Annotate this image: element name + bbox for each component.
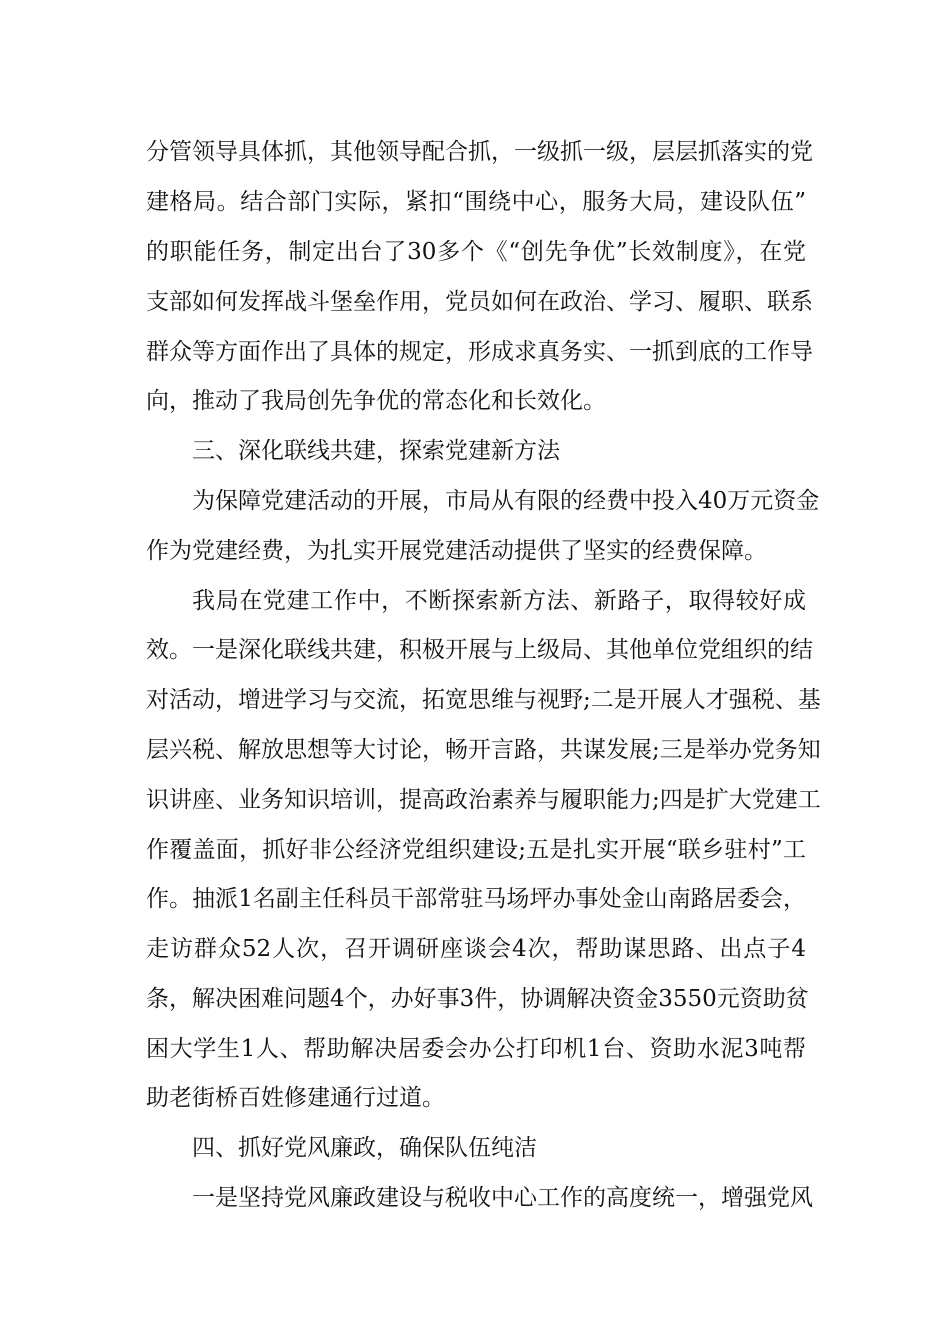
paragraph-line: 作。抽派1名副主任科员干部常驻马场坪办事处金山南路居委会， — [146, 886, 806, 912]
paragraph-line: 走访群众52人次，召开调研座谈会4次，帮助谋思路、出点子4 — [146, 936, 806, 962]
paragraph-line: 识讲座、业务知识培训，提高政治素养与履职能力;四是扩大党建工 — [146, 787, 821, 813]
section-heading: 四、抓好党风廉政，确保队伍纯洁 — [192, 1135, 537, 1161]
paragraph-line: 为保障党建活动的开展，市局从有限的经费中投入40万元资金 — [192, 488, 820, 514]
paragraph-line: 分管领导具体抓，其他领导配合抓，一级抓一级，层层抓落实的党 — [146, 139, 813, 165]
paragraph-line: 群众等方面作出了具体的规定，形成求真务实、一抓到底的工作导 — [146, 339, 813, 365]
paragraph-line: 向，推动了我局创先争优的常态化和长效化。 — [146, 388, 606, 414]
paragraph-line: 对活动，增进学习与交流，拓宽思维与视野;二是开展人才强税、基 — [146, 687, 821, 713]
paragraph-line: 条，解决困难问题4个，办好事3件，协调解决资金3550元资助贫 — [146, 986, 809, 1012]
section-heading: 三、深化联线共建，探索党建新方法 — [192, 438, 560, 464]
paragraph-line: 困大学生1人、帮助解决居委会办公打印机1台、资助水泥3吨帮 — [146, 1036, 806, 1062]
paragraph-line: 我局在党建工作中，不断探索新方法、新路子，取得较好成 — [192, 588, 806, 614]
paragraph-line: 作为党建经费，为扎实开展党建活动提供了坚实的经费保障。 — [146, 538, 767, 564]
paragraph-line: 作覆盖面，抓好非公经济党组织建设;五是扎实开展“联乡驻村”工 — [146, 837, 806, 863]
paragraph-line: 助老街桥百姓修建通行过道。 — [146, 1085, 445, 1111]
paragraph-line: 支部如何发挥战斗堡垒作用，党员如何在政治、学习、履职、联系 — [146, 289, 813, 315]
paragraph-line: 一是坚持党风廉政建设与税收中心工作的高度统一，增强党风 — [192, 1185, 813, 1211]
paragraph-line: 效。一是深化联线共建，积极开展与上级局、其他单位党组织的结 — [146, 637, 813, 663]
paragraph-line: 的职能任务，制定出台了30多个《“创先争优”长效制度》，在党 — [146, 239, 806, 265]
paragraph-line: 建格局。结合部门实际，紧扣“围绕中心，服务大局，建设队伍” — [146, 189, 806, 215]
paragraph-line: 层兴税、解放思想等大讨论，畅开言路，共谋发展;三是举办党务知 — [146, 737, 821, 763]
